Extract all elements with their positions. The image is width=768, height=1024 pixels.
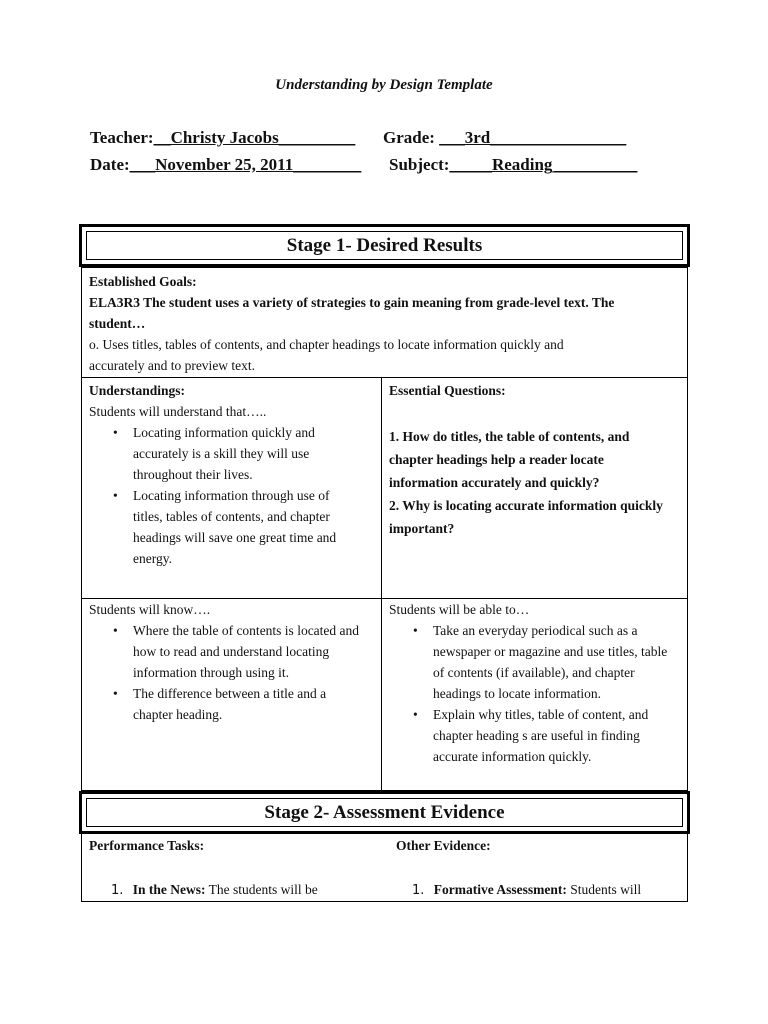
teacher-line <box>90 128 355 148</box>
eq-label: Essential Questions: <box>389 383 506 398</box>
stage1-heading-box <box>79 224 690 267</box>
date-label: Date: <box>90 155 130 174</box>
able-item: • Take an everyday periodical such as a newspaper or magazine and use titles, table of contents (if available), and chapter headings to locate information. <box>433 620 670 704</box>
grade-value: ___3rd________________ <box>439 128 627 147</box>
know-list <box>89 620 374 725</box>
assessment-evidence-cell <box>81 834 688 902</box>
essential-question: 2. Why is locating accurate information quickly important? <box>389 498 663 536</box>
know-item: • The difference between a title and a chapter heading. <box>133 683 362 725</box>
grade-line <box>383 128 626 148</box>
able-list <box>389 620 680 767</box>
perf-item-title: In the News: <box>132 882 206 897</box>
goals-detail: o. Uses titles, tables of contents, and chapter headings to locate information quickly and accurately and to preview text. <box>89 337 564 373</box>
stage1-heading: Stage 1- Desired Results <box>86 231 683 260</box>
able-cell <box>381 598 688 791</box>
understandings-list <box>89 422 374 569</box>
essential-questions-cell <box>381 377 688 599</box>
understandings-label: Understandings: <box>89 383 186 398</box>
goals-label: Established Goals: <box>89 274 197 289</box>
teacher-value: __Christy Jacobs_________ <box>153 128 356 147</box>
eq-list <box>389 425 680 540</box>
stage2-heading: Stage 2- Assessment Evidence <box>86 798 683 827</box>
other-item-number: 1. <box>412 883 425 898</box>
stage2-heading-box <box>79 791 690 834</box>
date-line <box>90 155 361 175</box>
know-intro: Students will know…. <box>89 602 211 617</box>
understanding-item: • Locating information through use of titles, tables of contents, and chapter headings will save one great time and energy. <box>133 485 362 569</box>
grade-label: Grade: <box>383 128 435 147</box>
subject-line <box>389 155 637 175</box>
date-value: ___November 25, 2011________ <box>129 155 362 174</box>
perf-item-number: 1. <box>111 883 124 898</box>
teacher-label: Teacher: <box>90 128 154 147</box>
subject-value: _____Reading__________ <box>449 155 638 174</box>
essential-question: 1. How do titles, the table of contents, and chapter headings help a reader locate information accurately and quickly? <box>389 429 630 490</box>
other-evidence-label: Other Evidence: <box>396 838 491 853</box>
know-item: • Where the table of contents is located and how to read and understand locating information through using it. <box>133 620 362 683</box>
understanding-item: • Locating information quickly and accurately is a skill they will use throughout their lives. <box>133 422 362 485</box>
performance-tasks-label: Performance Tasks: <box>89 838 205 853</box>
able-item: • Explain why titles, table of content, and chapter heading s are useful in finding accurate information quickly. <box>433 704 670 767</box>
goals-standard-line2: student… <box>89 316 146 331</box>
understandings-intro: Students will understand that….. <box>89 404 267 419</box>
other-evidence-item <box>412 879 641 901</box>
other-item-text: Students will <box>566 882 642 897</box>
know-cell <box>81 598 382 791</box>
subject-label: Subject: <box>389 155 450 174</box>
goals-standard-line1: ELA3R3 The student uses a variety of strategies to gain meaning from grade-level text. The <box>89 295 615 310</box>
understandings-cell <box>81 377 382 599</box>
established-goals-cell <box>81 267 688 378</box>
performance-task-item <box>111 879 318 901</box>
perf-item-text: The students will be <box>205 882 318 897</box>
other-item-title: Formative Assessment: <box>433 882 567 897</box>
document-title: Understanding by Design Template <box>275 77 493 93</box>
able-intro: Students will be able to… <box>389 602 530 617</box>
